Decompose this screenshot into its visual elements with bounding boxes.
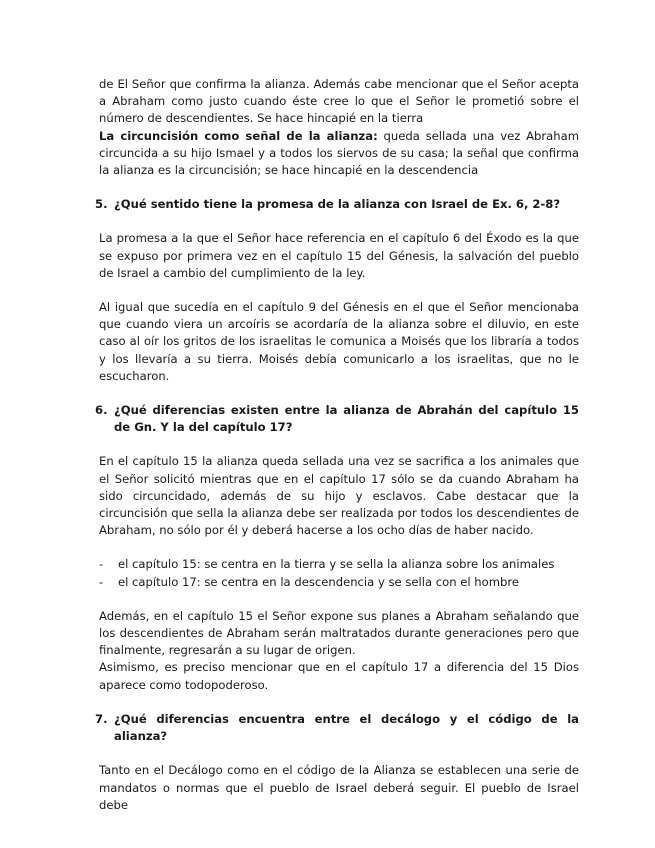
- question-7-number: 7.: [95, 711, 108, 726]
- circumcision-paragraph: [99, 128, 579, 180]
- list-item: [99, 556, 579, 573]
- list-item: [99, 574, 579, 591]
- document-page: [95, 76, 579, 814]
- bullet-dash: -: [99, 557, 104, 572]
- bullet-dash: -: [99, 574, 104, 589]
- question-5-title: ¿Qué sentido tiene la promesa de la alianza con Israel de Ex. 6, 2-8?: [114, 197, 561, 212]
- bullet-text: el capítulo 17: se centra en la descendencia y se sella con el hombre: [118, 574, 520, 589]
- q6-paragraph-3: Asimismo, es preciso mencionar que en el capítulo 17 a diferencia del 15 Dios aparece como todopoderoso.: [99, 660, 579, 692]
- q6-paragraph-1: En el capítulo 15 la alianza queda sellada una vez se sacrifica a los animales que el Señor solicitó mientras que en el capítulo 17 sólo se da cuando Abraham ha sido circuncidado, además de su hijo y esclavos. Cabe destacar que la circuncisión que sella la alianza debe ser realizada por todos los descendientes de Abraham, no sólo por él y deberá hacerse a los ocho días de haber nacido.: [99, 454, 579, 538]
- question-6-title: ¿Qué diferencias existen entre la alianza de Abrahán del capítulo 15 de Gn. Y la del capítulo 17?: [114, 403, 579, 435]
- circumcision-text: queda sellada una vez Abraham circuncida a su hijo Ismael y a todos los siervos de su casa; la señal que confirma la alianza es la circuncisión; se hace hincapié en la descendencia: [99, 128, 579, 178]
- q7-paragraph-1: Tanto en el Decálogo como en el código de la Alianza se establecen una serie de mandatos o normas que el pueblo de Israel deberá seguir. El pueblo de Israel debe: [99, 763, 579, 812]
- question-5-number: 5.: [95, 197, 108, 212]
- q6-paragraph-2: Además, en el capítulo 15 el Señor expone sus planes a Abraham señalando que los descendientes de Abraham serán maltratados durante generaciones pero que finalmente, regresarán a su lugar de origen.: [99, 608, 579, 658]
- circumcision-label: La circuncisión como señal de la alianza:: [99, 128, 378, 143]
- question-6-heading: [95, 402, 579, 436]
- question-7-heading: [95, 711, 579, 745]
- bullet-text: el capítulo 15: se centra en la tierra y se sella la alianza sobre los animales: [118, 557, 555, 572]
- question-6-number: 6.: [95, 403, 108, 418]
- question-5-heading: [95, 196, 579, 213]
- intro-paragraph: de El Señor que confirma la alianza. Además cabe mencionar que el Señor acepta a Abraham como justo cuando éste cree lo que el Señor le prometió sobre el número de descendientes. Se hace hincapié en la tierra: [99, 77, 579, 126]
- q5-paragraph-1: La promesa a la que el Señor hace referencia en el capítulo 6 del Éxodo es la que se expuso por primera vez en el capítulo 15 del Génesis, la salvación del pueblo de Israel a cambio del cumplimiento de la ley.: [99, 231, 579, 280]
- q6-bullet-list: [99, 556, 579, 590]
- question-7-title: ¿Qué diferencias encuentra entre el decálogo y el código de la alianza?: [114, 711, 579, 744]
- q5-paragraph-2: Al igual que sucedía en el capítulo 9 del Génesis en el que el Señor mencionaba que cuando viera un arcoíris se acordaría de la alianza sobre el diluvio, en este caso al oír los gritos de los israelitas le comunica a Moisés que los libraría a todos y los llevaría a su tierra. Moisés debía comunicarlo a los israelitas, que no le escucharon.: [99, 300, 579, 383]
